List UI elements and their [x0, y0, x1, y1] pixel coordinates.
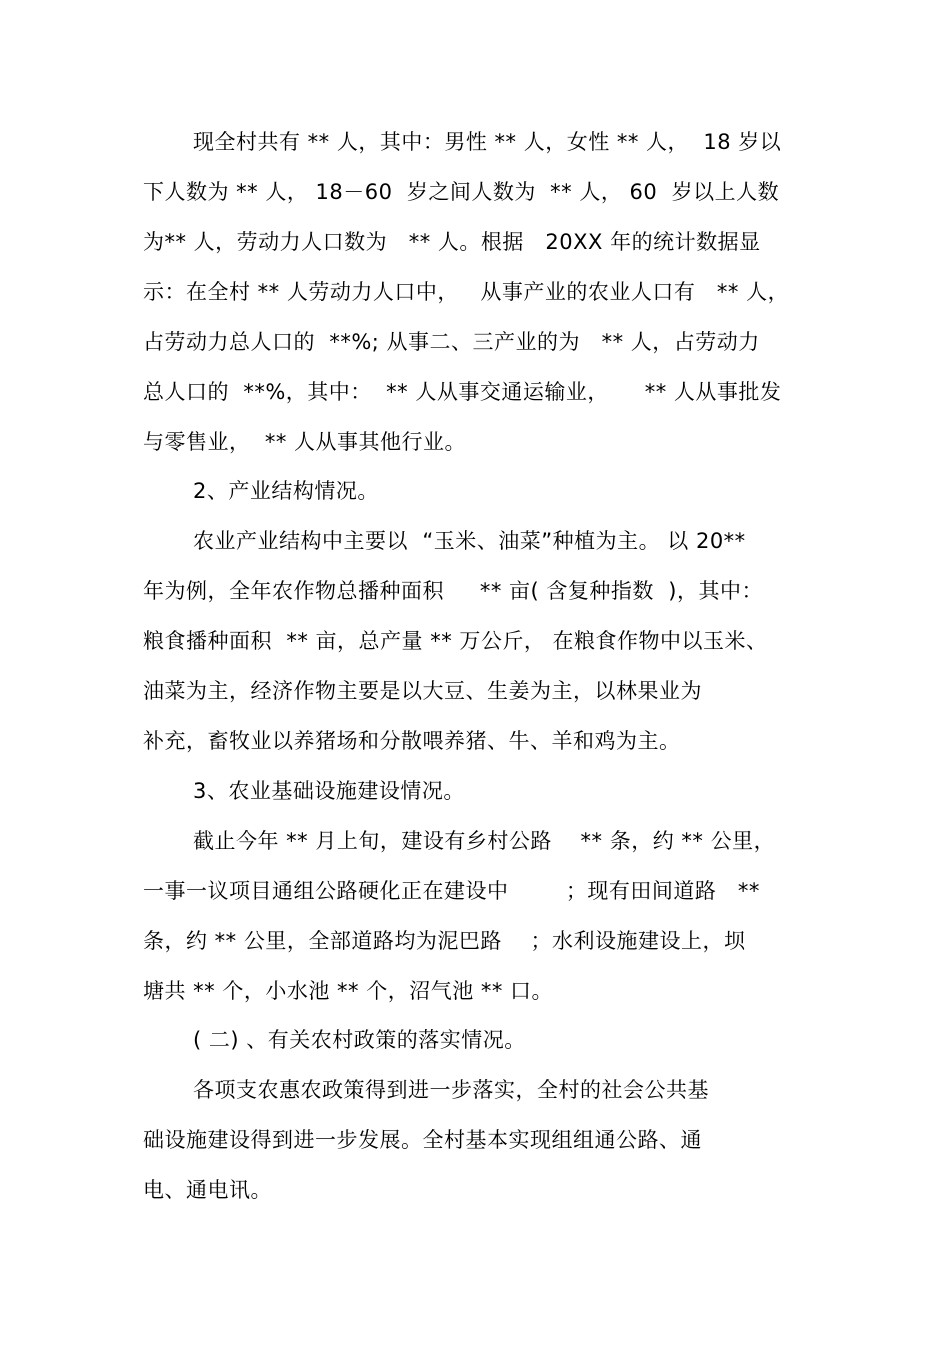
paragraph-line: 总人口的 **%，其中： ** 人从事交通运输业， ** 人从事批发	[143, 380, 782, 404]
paragraph-line: 电、通电讯。	[143, 1178, 272, 1202]
paragraph-line: 农业产业结构中主要以 “玉米、油菜”种植为主。 以 20**	[193, 529, 746, 553]
section-heading: ( 二) 、有关农村政策的落实情况。	[193, 1028, 526, 1052]
paragraph-line: 补充，畜牧业以养猪场和分散喂养猪、牛、羊和鸡为主。	[143, 729, 681, 753]
paragraph-line: 油菜为主，经济作物主要是以大豆、生姜为主，以林果业为	[143, 679, 702, 703]
paragraph-line: 与零售业， ** 人从事其他行业。	[143, 430, 467, 454]
section-heading: 3、农业基础设施建设情况。	[193, 779, 465, 803]
section-heading: 2、产业结构情况。	[193, 479, 379, 503]
paragraph-line: 为** 人，劳动力人口数为 ** 人。根据 20XX 年的统计数据显	[143, 230, 761, 254]
paragraph-line: 下人数为 ** 人， 18－60 岁之间人数为 ** 人， 60 岁以上人数	[143, 180, 780, 204]
paragraph-line: 年为例，全年农作物总播种面积 ** 亩( 含复种指数 )，其中：	[143, 579, 763, 603]
paragraph-line: 现全村共有 ** 人，其中：男性 ** 人，女性 ** 人， 18 岁以	[193, 130, 782, 154]
paragraph-line: 各项支农惠农政策得到进一步落实，全村的社会公共基	[193, 1078, 709, 1102]
paragraph-line: 础设施建设得到进一步发展。全村基本实现组组通公路、通	[143, 1128, 702, 1152]
paragraph-line: 一事一议项目通组公路硬化正在建设中 ；现有田间道路 **	[143, 879, 760, 903]
paragraph-line: 示：在全村 ** 人劳动力人口中， 从事产业的农业人口有 ** 人，	[143, 280, 790, 304]
paragraph-line: 粮食播种面积 ** 亩，总产量 ** 万公斤， 在粮食作物中以玉米、	[143, 629, 768, 653]
paragraph-line: 塘共 ** 个，小水池 ** 个，沼气池 ** 口。	[143, 979, 554, 1003]
paragraph-line: 占劳动力总人口的 **%; 从事二、三产业的为 ** 人，占劳动力	[143, 330, 760, 354]
paragraph-line: 截止今年 ** 月上旬，建设有乡村公路 ** 条，约 ** 公里，	[193, 829, 776, 853]
paragraph-line: 条，约 ** 公里，全部道路均为泥巴路 ；水利设施建设上，坝	[143, 929, 746, 953]
